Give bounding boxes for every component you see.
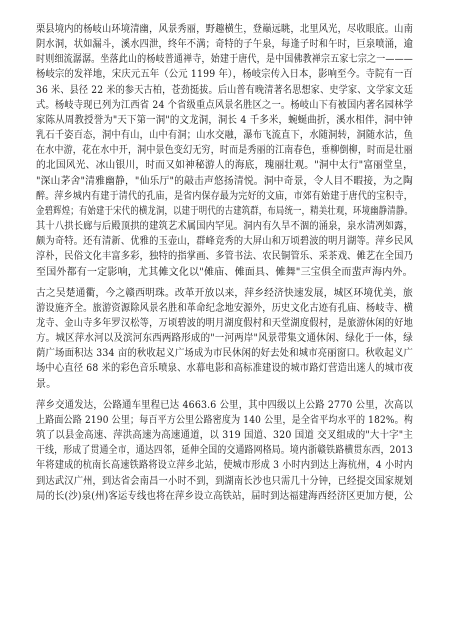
document-body (36, 22, 413, 504)
text-line: 景。 (36, 378, 57, 390)
text-line: "深山茅舍"清雅幽静，"仙乐厅"的敲击声悠扬清悦。洞中奇景，令人目不暇接，为之陶 (36, 175, 414, 187)
text-line: 年将建成的杭南长高速铁路将设立萍乡北站，使城市形成 3 小时内到达上海杭州，4 小时内 (36, 460, 414, 472)
text-line: 乳石千姿百态，洞中有山，山中有洞；山水交融，瀑布飞流直下，水随洞转，洞随水沽，鱼 (36, 130, 413, 142)
text-line: 场中心直径 68 米的彩色音乐喷泉、水幕电影和高标准建设的城市路灯营造出迷人的城市夜 (36, 363, 414, 375)
text-line: 古之吴楚通衢，今之赣西明珠。改革开放以来，萍乡经济快速发展，城区环境优美，旅 (36, 287, 413, 299)
text-line: 上路面公路 2190 公里；每百平方公里公路密度为 140 公里，是全省平均水平的 182%。构 (36, 414, 414, 426)
text-line: 到达武汉广州，到达省会南昌一小时不到，到湖南长沙也只需几十分钟，已经提交国家规划 (36, 475, 413, 487)
text-line: 荫广场面积达 334 亩的秋收起义广场成为市民休闲的好去处和城市亮丽窗口。秋收起义广 (36, 348, 413, 360)
paragraph-tourism (36, 286, 413, 392)
text-line: 时则细流潺潺。坐落此山的杨岐普通禅寺，始建于唐代，是中国佛教禅宗五家七宗之一——— (36, 54, 414, 66)
paragraph-scenery (36, 22, 413, 280)
text-line: 杨岐宗的发祥地，宋庆元五年（公元 1199 年），杨岐宗传入日本，影响至今。寺院有一百 (36, 69, 413, 81)
text-line: 游设施齐全。旅游资源除风景名胜和革命纪念地安源外，历史文化古迹有孔庙、杨岐寺、横 (36, 302, 413, 314)
text-line: 淳朴，民俗文化丰富多彩，独特的指掌画、多管书法、农民铜管乐、采茶戏、傩艺在全国乃 (36, 251, 413, 263)
text-line: 在水中游，花在水中开，洞中景色变幻无穷，时而是秀丽的江南春色，垂柳倒柳，时而是壮丽 (36, 145, 414, 157)
text-line: 颇为奇特。还有清新、优雅的玉壶山，群峰竞秀的大屏山和万顷碧波的明月湖等。萍乡民风 (36, 236, 413, 248)
text-line: 萍乡交通发达，公路通车里程已达 4663.6 公里，其中四级以上公路 2770 公里，次高以 (36, 399, 414, 411)
text-line: 干线，形成了贯通全市，通达四邻，延伸全国的交通路网格局。境内浙赣铁路横贯东西，2013 (36, 445, 413, 457)
text-line: 局的长(沙)泉(州)客运专线也将在萍乡设立高铁站，届时到达福建海西经济区更加方便，公 (36, 490, 413, 502)
text-line: 家陈从周教授誉为"天下第一洞"的文龙洞，洞长 4 千多米，蜿蜒曲折，溪水相伴，洞中钟 (36, 114, 413, 126)
text-line: 式。杨岐寺现已列为江西省 24 个省级重点风景名胜区之一。杨岐山下有被国内著名园林学 (36, 99, 414, 111)
text-line: 至国外都有一定影响，尤其傩文化以"傩庙、傩面具、傩舞"三宝俱全而蜚声海内外。 (36, 266, 413, 278)
text-line: 其十八拱长廊与后殿顶拱的建筑艺术属国内罕见。洞内有久旱不涸的涌泉，泉水清冽如露， (36, 221, 413, 233)
text-line: 龙寺、金山寺多年罗汉松等，万顷碧波的明月湖度假村和天堂湖度假村，是旅游休闲的好地 (36, 317, 413, 329)
paragraph-transport (36, 398, 413, 504)
text-line: 金碧辉煌；有始建于宋代的横龙洞，以建于明代的古建筑群，布局统一，精美壮观，环境幽静清静。 (36, 205, 414, 217)
text-line: 筑了以县金高速、萍洪高速为高速通道，以 319 国道、320 国道 交叉组成的"大十字"主 (36, 430, 413, 442)
text-line: 醉。萍乡城内有建于清代的孔庙，是省内保存最为完好的文庙，市郊有始建于唐代的宝积寺， (36, 190, 414, 202)
text-line: 阴水洞，状如漏斗，溪水四泄，终年不满；奇特的子午泉，每逢子时和午时，巨泉喷涌，逾 (36, 39, 413, 51)
text-line: 方。城区萍水河以及滨河东西两路形成的"一河两岸"风景带集文通休闲、绿化于一体，绿 (36, 333, 413, 345)
text-line: 的北国风光、冰山银川，时而又如神秘游人的海底，瑰丽壮观。"洞中太行"富丽堂皇， (36, 160, 414, 172)
text-line: 36 米、县径 22 米的参天古柏，苍劲挺拔。后山普有晚清著名思想家、史学家、文学家文廷 (36, 84, 414, 96)
text-line: 栗县境内的杨岐山环境清幽，风景秀丽，野趣横生，登巅远眺，北里风光，尽收眼底。山南 (36, 24, 413, 35)
